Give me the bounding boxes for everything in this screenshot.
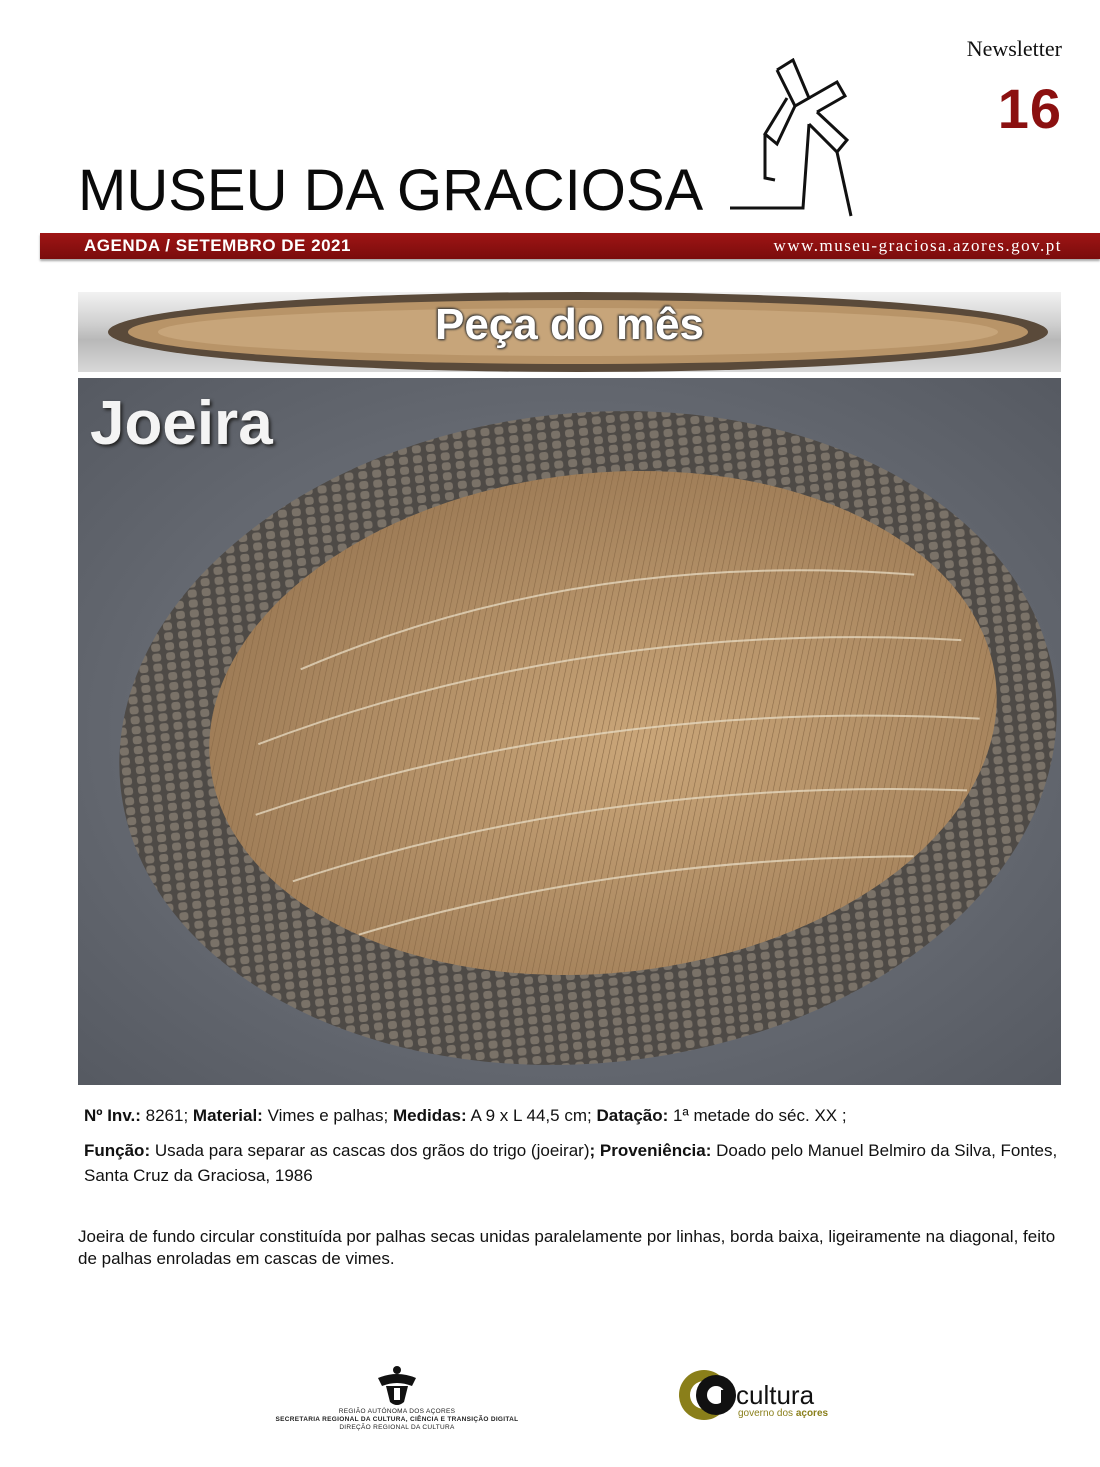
cultura-subtitle: governo dos açores (738, 1408, 829, 1419)
metadata-line-1 (84, 1103, 1064, 1128)
inv-value: 8261; (145, 1106, 189, 1125)
region-line-2: SECRETARIA REGIONAL DA CULTURA, CIÊNCIA E TRANSIÇÃO DIGITAL (275, 1416, 519, 1423)
banner-label: Peça do mês (434, 300, 705, 349)
banner-peca-do-mes (78, 292, 1061, 372)
photo-joeira (78, 378, 1061, 1085)
museum-title: MUSEU DA GRACIOSA (78, 158, 704, 223)
funcao-value: Usada para separar as cascas dos grãos do trigo (joeirar) (154, 1141, 590, 1160)
cultura-word: cultura (736, 1380, 815, 1410)
material-value: Vimes e palhas; (267, 1106, 389, 1125)
windmill-logo-icon (725, 58, 895, 228)
datacao-label: Datação: (596, 1106, 669, 1125)
region-line-1: REGIÃO AUTÓNOMA DOS AÇORES (338, 1408, 456, 1415)
region-line-3: DIREÇÃO REGIONAL DA CULTURA (339, 1424, 455, 1431)
proveniencia-value: Doado pelo Manuel Belmiro da Silva, Fontes, Santa Cruz da Graciosa, 1986 (84, 1141, 1058, 1185)
medidas-label: Medidas: (392, 1106, 467, 1125)
cultura-logo-icon (678, 1364, 738, 1426)
datacao-value: 1ª metade do séc. XX ; (673, 1106, 847, 1125)
footer-region-logo (262, 1364, 532, 1432)
medidas-value: A 9 x L 44,5 cm; (470, 1106, 592, 1125)
website-link[interactable]: www.museu-graciosa.azores.gov.pt (773, 236, 1062, 255)
footer-cultura-logo (678, 1364, 878, 1426)
object-metadata (84, 1103, 1064, 1198)
object-description: Joeira de fundo circular constituída por palhas secas unidas paralelamente por linhas, borda baixa, ligeiramente na diagonal, feito de palhas enroladas em cascas de vimes. (78, 1227, 1056, 1268)
photo-title: Joeira (90, 389, 273, 458)
basket-photo (78, 378, 1061, 1085)
inv-label: Nº Inv.: (84, 1106, 141, 1125)
material-label: Material: (192, 1106, 263, 1125)
newsletter-label: Newsletter (966, 36, 1062, 61)
azores-coat-of-arms-icon (374, 1364, 420, 1408)
issue-number: 16 (997, 77, 1062, 140)
metadata-line-2 (84, 1138, 1064, 1188)
proveniencia-label: ; Proveniência: (589, 1141, 712, 1160)
agenda-label: AGENDA / SETEMBRO DE 2021 (84, 236, 351, 255)
funcao-label: Função: (84, 1141, 151, 1160)
